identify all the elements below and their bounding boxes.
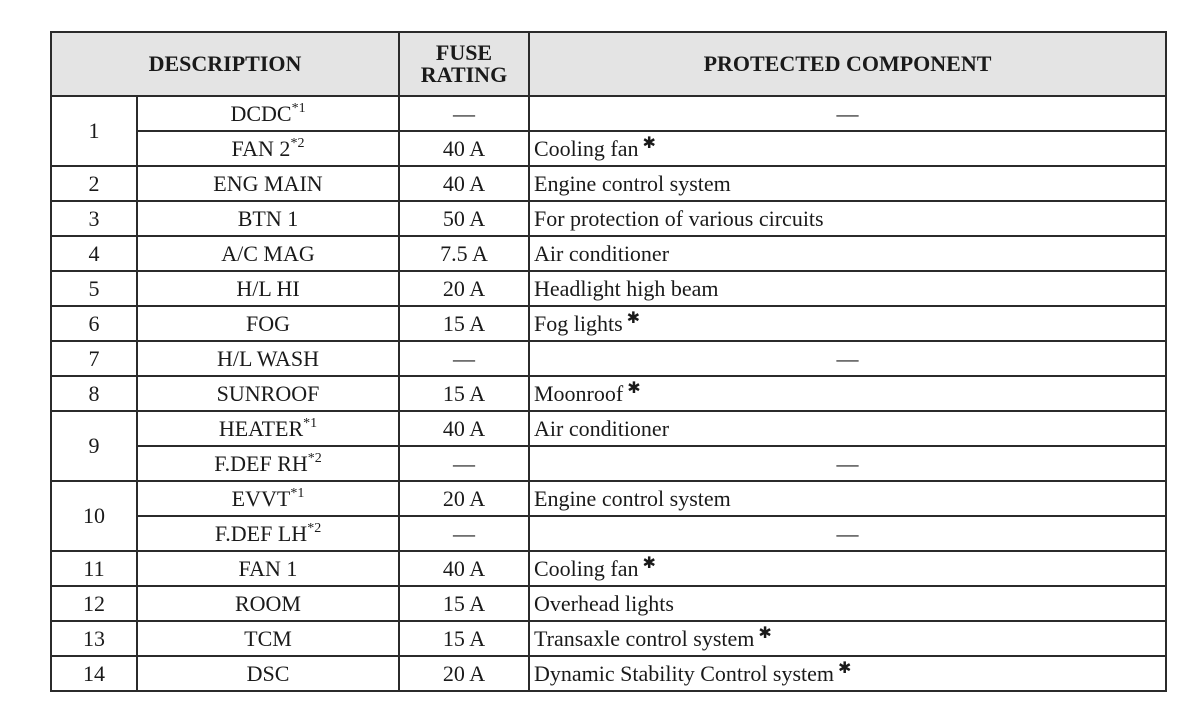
header-fuse-rating-line2: RATING	[420, 62, 508, 87]
fuse-description	[137, 551, 399, 586]
table-row	[51, 341, 1166, 376]
table-row	[51, 306, 1166, 341]
footnote-marker: *2	[290, 135, 305, 151]
fuse-rating: 40 A	[399, 411, 529, 446]
table-row	[51, 411, 1166, 446]
fuse-number: 9	[51, 411, 137, 481]
fuse-description	[137, 376, 399, 411]
table-row	[51, 131, 1166, 166]
protected-component-text: Transaxle control system	[534, 625, 755, 651]
fuse-description-text: SUNROOF	[216, 380, 320, 406]
fuse-description	[137, 446, 399, 481]
fuse-description-text: A/C MAG	[221, 240, 315, 266]
fuse-number: 5	[51, 271, 137, 306]
protected-component	[529, 656, 1166, 691]
protected-component	[529, 621, 1166, 656]
fuse-number: 4	[51, 236, 137, 271]
protected-component-text: Moonroof	[534, 380, 624, 406]
protected-component	[529, 96, 1166, 131]
fuse-description	[137, 481, 399, 516]
fuse-description-text: FAN 1	[238, 555, 298, 581]
fuse-description-text: F.DEF LH	[214, 520, 308, 546]
protected-component-text: —	[836, 345, 859, 371]
asterisk-icon: ✱	[627, 379, 641, 397]
fuse-table-body	[51, 96, 1166, 691]
fuse-description-text: EVVT	[231, 485, 291, 511]
fuse-table	[50, 31, 1167, 692]
fuse-description-text: H/L WASH	[216, 345, 320, 371]
table-row	[51, 586, 1166, 621]
fuse-number: 3	[51, 201, 137, 236]
fuse-rating: 40 A	[399, 166, 529, 201]
protected-component	[529, 306, 1166, 341]
protected-component-text: Headlight high beam	[534, 275, 719, 301]
protected-component	[529, 236, 1166, 271]
table-row	[51, 446, 1166, 481]
protected-component-text: Air conditioner	[534, 415, 670, 441]
asterisk-icon: ✱	[758, 624, 772, 642]
table-row	[51, 201, 1166, 236]
protected-component	[529, 166, 1166, 201]
fuse-description-text: DCDC	[230, 100, 292, 126]
protected-component	[529, 201, 1166, 236]
fuse-rating: 50 A	[399, 201, 529, 236]
fuse-description	[137, 271, 399, 306]
protected-component	[529, 376, 1166, 411]
fuse-rating: 20 A	[399, 656, 529, 691]
table-row	[51, 166, 1166, 201]
fuse-number: 6	[51, 306, 137, 341]
protected-component-text: —	[836, 100, 859, 126]
fuse-rating: 15 A	[399, 621, 529, 656]
asterisk-icon: ✱	[626, 309, 641, 327]
fuse-number: 8	[51, 376, 137, 411]
table-row	[51, 96, 1166, 131]
fuse-rating: —	[399, 446, 529, 481]
fuse-description-text: FOG	[245, 310, 290, 336]
fuse-number: 10	[51, 481, 137, 551]
asterisk-icon: ✱	[838, 659, 852, 677]
fuse-number: 1	[51, 96, 137, 166]
protected-component-text: Engine control system	[534, 485, 731, 511]
table-row	[51, 656, 1166, 691]
header-protected-component: PROTECTED COMPONENT	[529, 32, 1166, 96]
fuse-description-text: ENG MAIN	[213, 170, 323, 196]
table-row	[51, 481, 1166, 516]
fuse-number: 12	[51, 586, 137, 621]
fuse-number: 7	[51, 341, 137, 376]
table-row	[51, 516, 1166, 551]
fuse-rating: —	[399, 96, 529, 131]
fuse-number: 11	[51, 551, 137, 586]
protected-component-text: For protection of various circuits	[534, 205, 824, 231]
protected-component	[529, 481, 1166, 516]
protected-component	[529, 586, 1166, 621]
protected-component-text: Dynamic Stability Control system	[534, 660, 835, 686]
asterisk-icon: ✱	[642, 554, 656, 572]
footnote-marker: *2	[307, 520, 322, 536]
protected-component-text: Fog lights	[534, 310, 623, 336]
fuse-description-text: HEATER	[218, 415, 304, 441]
footnote-marker: *1	[291, 100, 306, 116]
fuse-rating: 20 A	[399, 271, 529, 306]
fuse-description-text: FAN 2	[231, 135, 291, 161]
fuse-description-text: DSC	[246, 660, 290, 686]
fuse-description	[137, 96, 399, 131]
fuse-description	[137, 166, 399, 201]
table-row	[51, 236, 1166, 271]
fuse-description	[137, 621, 399, 656]
protected-component	[529, 516, 1166, 551]
fuse-description-text: TCM	[244, 625, 292, 651]
fuse-rating: 20 A	[399, 481, 529, 516]
fuse-rating: 15 A	[399, 376, 529, 411]
fuse-rating: —	[399, 341, 529, 376]
protected-component	[529, 131, 1166, 166]
table-row	[51, 376, 1166, 411]
fuse-description-text: BTN 1	[237, 205, 299, 231]
fuse-rating: 40 A	[399, 131, 529, 166]
fuse-number: 2	[51, 166, 137, 201]
protected-component	[529, 446, 1166, 481]
table-row	[51, 551, 1166, 586]
protected-component	[529, 551, 1166, 586]
header-fuse-rating	[399, 32, 529, 96]
fuse-description-text: H/L HI	[236, 275, 300, 301]
footnote-marker: *1	[290, 485, 305, 501]
fuse-description	[137, 586, 399, 621]
protected-component-text: Overhead lights	[534, 590, 674, 616]
fuse-number: 13	[51, 621, 137, 656]
fuse-rating: —	[399, 516, 529, 551]
fuse-rating: 15 A	[399, 586, 529, 621]
protected-component-text: —	[836, 450, 859, 476]
fuse-rating: 7.5 A	[399, 236, 529, 271]
header-fuse-rating-line1: FUSE	[435, 40, 493, 65]
protected-component-text: Cooling fan	[534, 135, 639, 161]
fuse-description	[137, 656, 399, 691]
fuse-description-text: ROOM	[234, 590, 301, 616]
table-header-row	[51, 32, 1166, 96]
fuse-rating: 40 A	[399, 551, 529, 586]
fuse-description	[137, 201, 399, 236]
protected-component-text: Cooling fan	[534, 555, 639, 581]
fuse-description-text: F.DEF RH	[214, 450, 308, 476]
table-row	[51, 621, 1166, 656]
protected-component	[529, 411, 1166, 446]
fuse-description	[137, 341, 399, 376]
protected-component-text: Air conditioner	[534, 240, 670, 266]
asterisk-icon: ✱	[642, 134, 656, 152]
fuse-description	[137, 516, 399, 551]
protected-component-text: Engine control system	[534, 170, 731, 196]
header-description: DESCRIPTION	[51, 32, 399, 96]
protected-component	[529, 341, 1166, 376]
fuse-description	[137, 411, 399, 446]
table-row	[51, 271, 1166, 306]
fuse-description	[137, 236, 399, 271]
protected-component-text: —	[836, 520, 859, 546]
protected-component	[529, 271, 1166, 306]
fuse-rating: 15 A	[399, 306, 529, 341]
footnote-marker: *2	[307, 450, 322, 466]
fuse-description	[137, 306, 399, 341]
footnote-marker: *1	[303, 415, 318, 431]
fuse-description	[137, 131, 399, 166]
fuse-table-container	[50, 31, 1165, 692]
fuse-number: 14	[51, 656, 137, 691]
